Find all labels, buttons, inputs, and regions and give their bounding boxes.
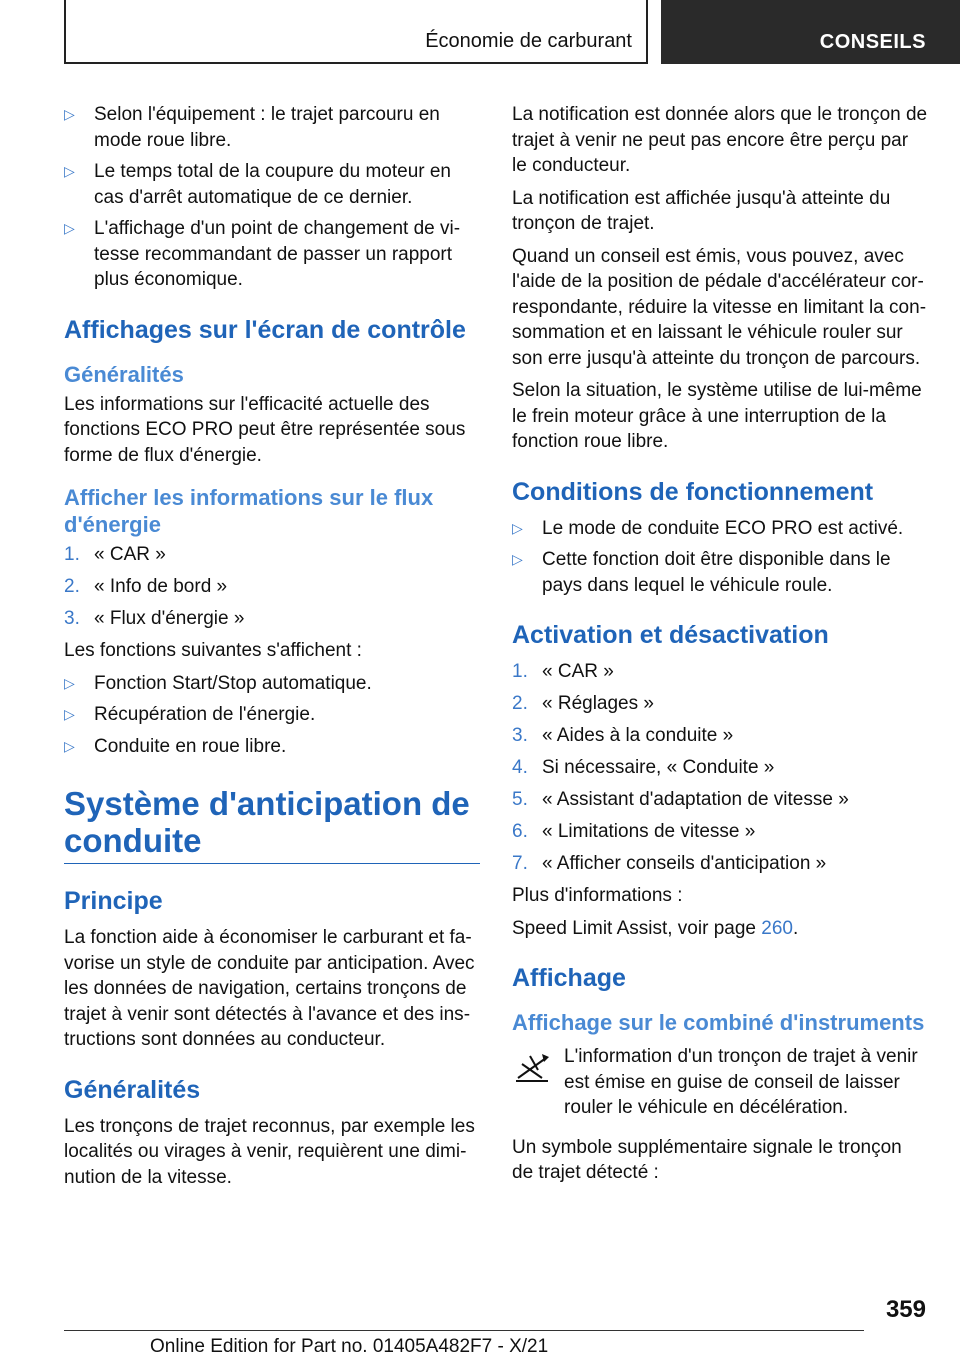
paragraph: La notification est donnée alors que le tronçon de trajet à venir ne peut pas encore être perçu par le conducteur.	[512, 104, 928, 176]
paragraph: Un symbole supplémentaire signale le tronçon de trajet détecté :	[512, 1136, 902, 1183]
heading-affichage: Affichage	[512, 964, 626, 992]
triangle-right-icon: ▷	[64, 706, 75, 722]
list-item: ▷ Fonction Start/Stop automatique.	[64, 671, 480, 697]
list-item: ▷ Le temps total de la coupure du moteur en cas d'arrêt automatique de ce dernier.	[64, 161, 452, 208]
list-item: 2. « Réglages »	[512, 693, 654, 714]
bullet-list	[64, 102, 480, 293]
list-item: 4. Si nécessaire, « Conduite »	[512, 757, 775, 778]
list-item: 3. « Aides à la conduite »	[512, 725, 734, 746]
right-column	[512, 102, 928, 1193]
paragraph-speed-limit: Speed Limit Assist, voir page 260.	[512, 917, 799, 939]
header-chapter-tab: CONSEILS	[661, 0, 960, 64]
paragraph: Les informations sur l'efficacité actuelle des fonctions ECO PRO peut être représentée sous forme de flux d'énergie.	[64, 393, 466, 466]
list-item: ▷ Le mode de conduite ECO PRO est activé.	[512, 516, 928, 542]
list-item: 5. « Assistant d'adaptation de vitesse »	[512, 789, 849, 810]
list-item: ▷ Selon l'équipement : le trajet parcouru en mode roue libre.	[64, 104, 440, 151]
triangle-right-icon: ▷	[512, 519, 523, 536]
list-item: 2. « Info de bord »	[64, 576, 228, 597]
heading-systeme-anticipation: Système d'anticipation de conduite	[64, 785, 480, 864]
page-link-260[interactable]: 260	[761, 917, 793, 939]
heading-affichages: Affichages sur l'écran de contrôle	[64, 315, 466, 344]
paragraph: La fonction aide à économiser le carburant et favorise un style de conduite par anticipation. Avec les données de navigation, certains tronçons de trajet à venir sont détectés à l'avance et des instructions sont données au conducteur.	[64, 927, 475, 1050]
triangle-right-icon: ▷	[512, 551, 523, 567]
paragraph: La notification est affichée jusqu'à atteinte du tronçon de trajet.	[512, 187, 891, 234]
bullet-list	[64, 671, 480, 760]
heading-combine: Affichage sur le combiné d'instruments	[512, 1010, 925, 1035]
icon-paragraph: L'information d'un tronçon de trajet à venir est émise en guise de conseil de laisser rouler le véhicule en décélération.	[512, 1044, 928, 1121]
paragraph: Selon la situation, le système utilise de lui-même le frein moteur grâce à une interruption de la fonction roue libre.	[512, 380, 922, 452]
heading-activation: Activation et désactivation	[512, 621, 829, 649]
triangle-right-icon: ▷	[64, 737, 75, 754]
paragraph: Quand un conseil est émis, vous pouvez, avec l'aide de la position de pédale d'accélérateur correspondante, réduire la vitesse en limitant la consommation et en laissant le véhicule rouler sur son erre jusqu'à atteinte du tronçon de parcours.	[512, 245, 927, 369]
paragraph: Les tronçons de trajet reconnus, par exemple les localités ou virages à venir, requièrent une diminution de la vitesse.	[64, 1115, 475, 1188]
steps-list	[512, 659, 928, 877]
coasting-hint-icon	[512, 1048, 552, 1088]
triangle-right-icon: ▷	[64, 674, 75, 691]
triangle-right-icon: ▷	[64, 163, 75, 179]
steps-list	[64, 542, 480, 632]
list-item: 1. « CAR »	[64, 544, 166, 565]
heading-afficher-flux: Afficher les informations sur le flux d'énergie	[64, 485, 434, 537]
triangle-right-icon: ▷	[64, 220, 75, 236]
footer-edition: Online Edition for Part no. 01405A482F7 - X/21	[150, 1336, 549, 1357]
left-column	[64, 102, 480, 1197]
list-item: ▷ Cette fonction doit être disponible dans le pays dans lequel le véhicule roule.	[512, 549, 891, 596]
list-item: ▷ L'affichage d'un point de changement de vitesse recommandant de passer un rapport plus économique.	[64, 218, 461, 290]
heading-conditions: Conditions de fonctionnement	[512, 477, 874, 506]
page-number: 359	[885, 1296, 926, 1323]
footer-divider	[64, 1330, 864, 1331]
paragraph: Plus d'informations :	[512, 885, 683, 906]
list-item: 6. « Limitations de vitesse »	[512, 821, 756, 842]
list-item: 7. « Afficher conseils d'anticipation »	[512, 853, 827, 874]
list-item: 1. « CAR »	[512, 661, 614, 682]
paragraph: Les fonctions suivantes s'affichent :	[64, 640, 362, 661]
header-section-title: Économie de carburant	[64, 0, 648, 64]
heading-generalites-2: Généralités	[64, 1075, 201, 1104]
heading-generalites: Généralités	[64, 361, 184, 387]
triangle-right-icon: ▷	[64, 106, 75, 122]
list-item: 3. « Flux d'énergie »	[64, 608, 245, 629]
list-item: ▷ Conduite en roue libre.	[64, 734, 480, 760]
list-item: ▷ Récupération de l'énergie.	[64, 702, 480, 728]
bullet-list	[512, 516, 928, 599]
heading-principe: Principe	[64, 887, 163, 915]
